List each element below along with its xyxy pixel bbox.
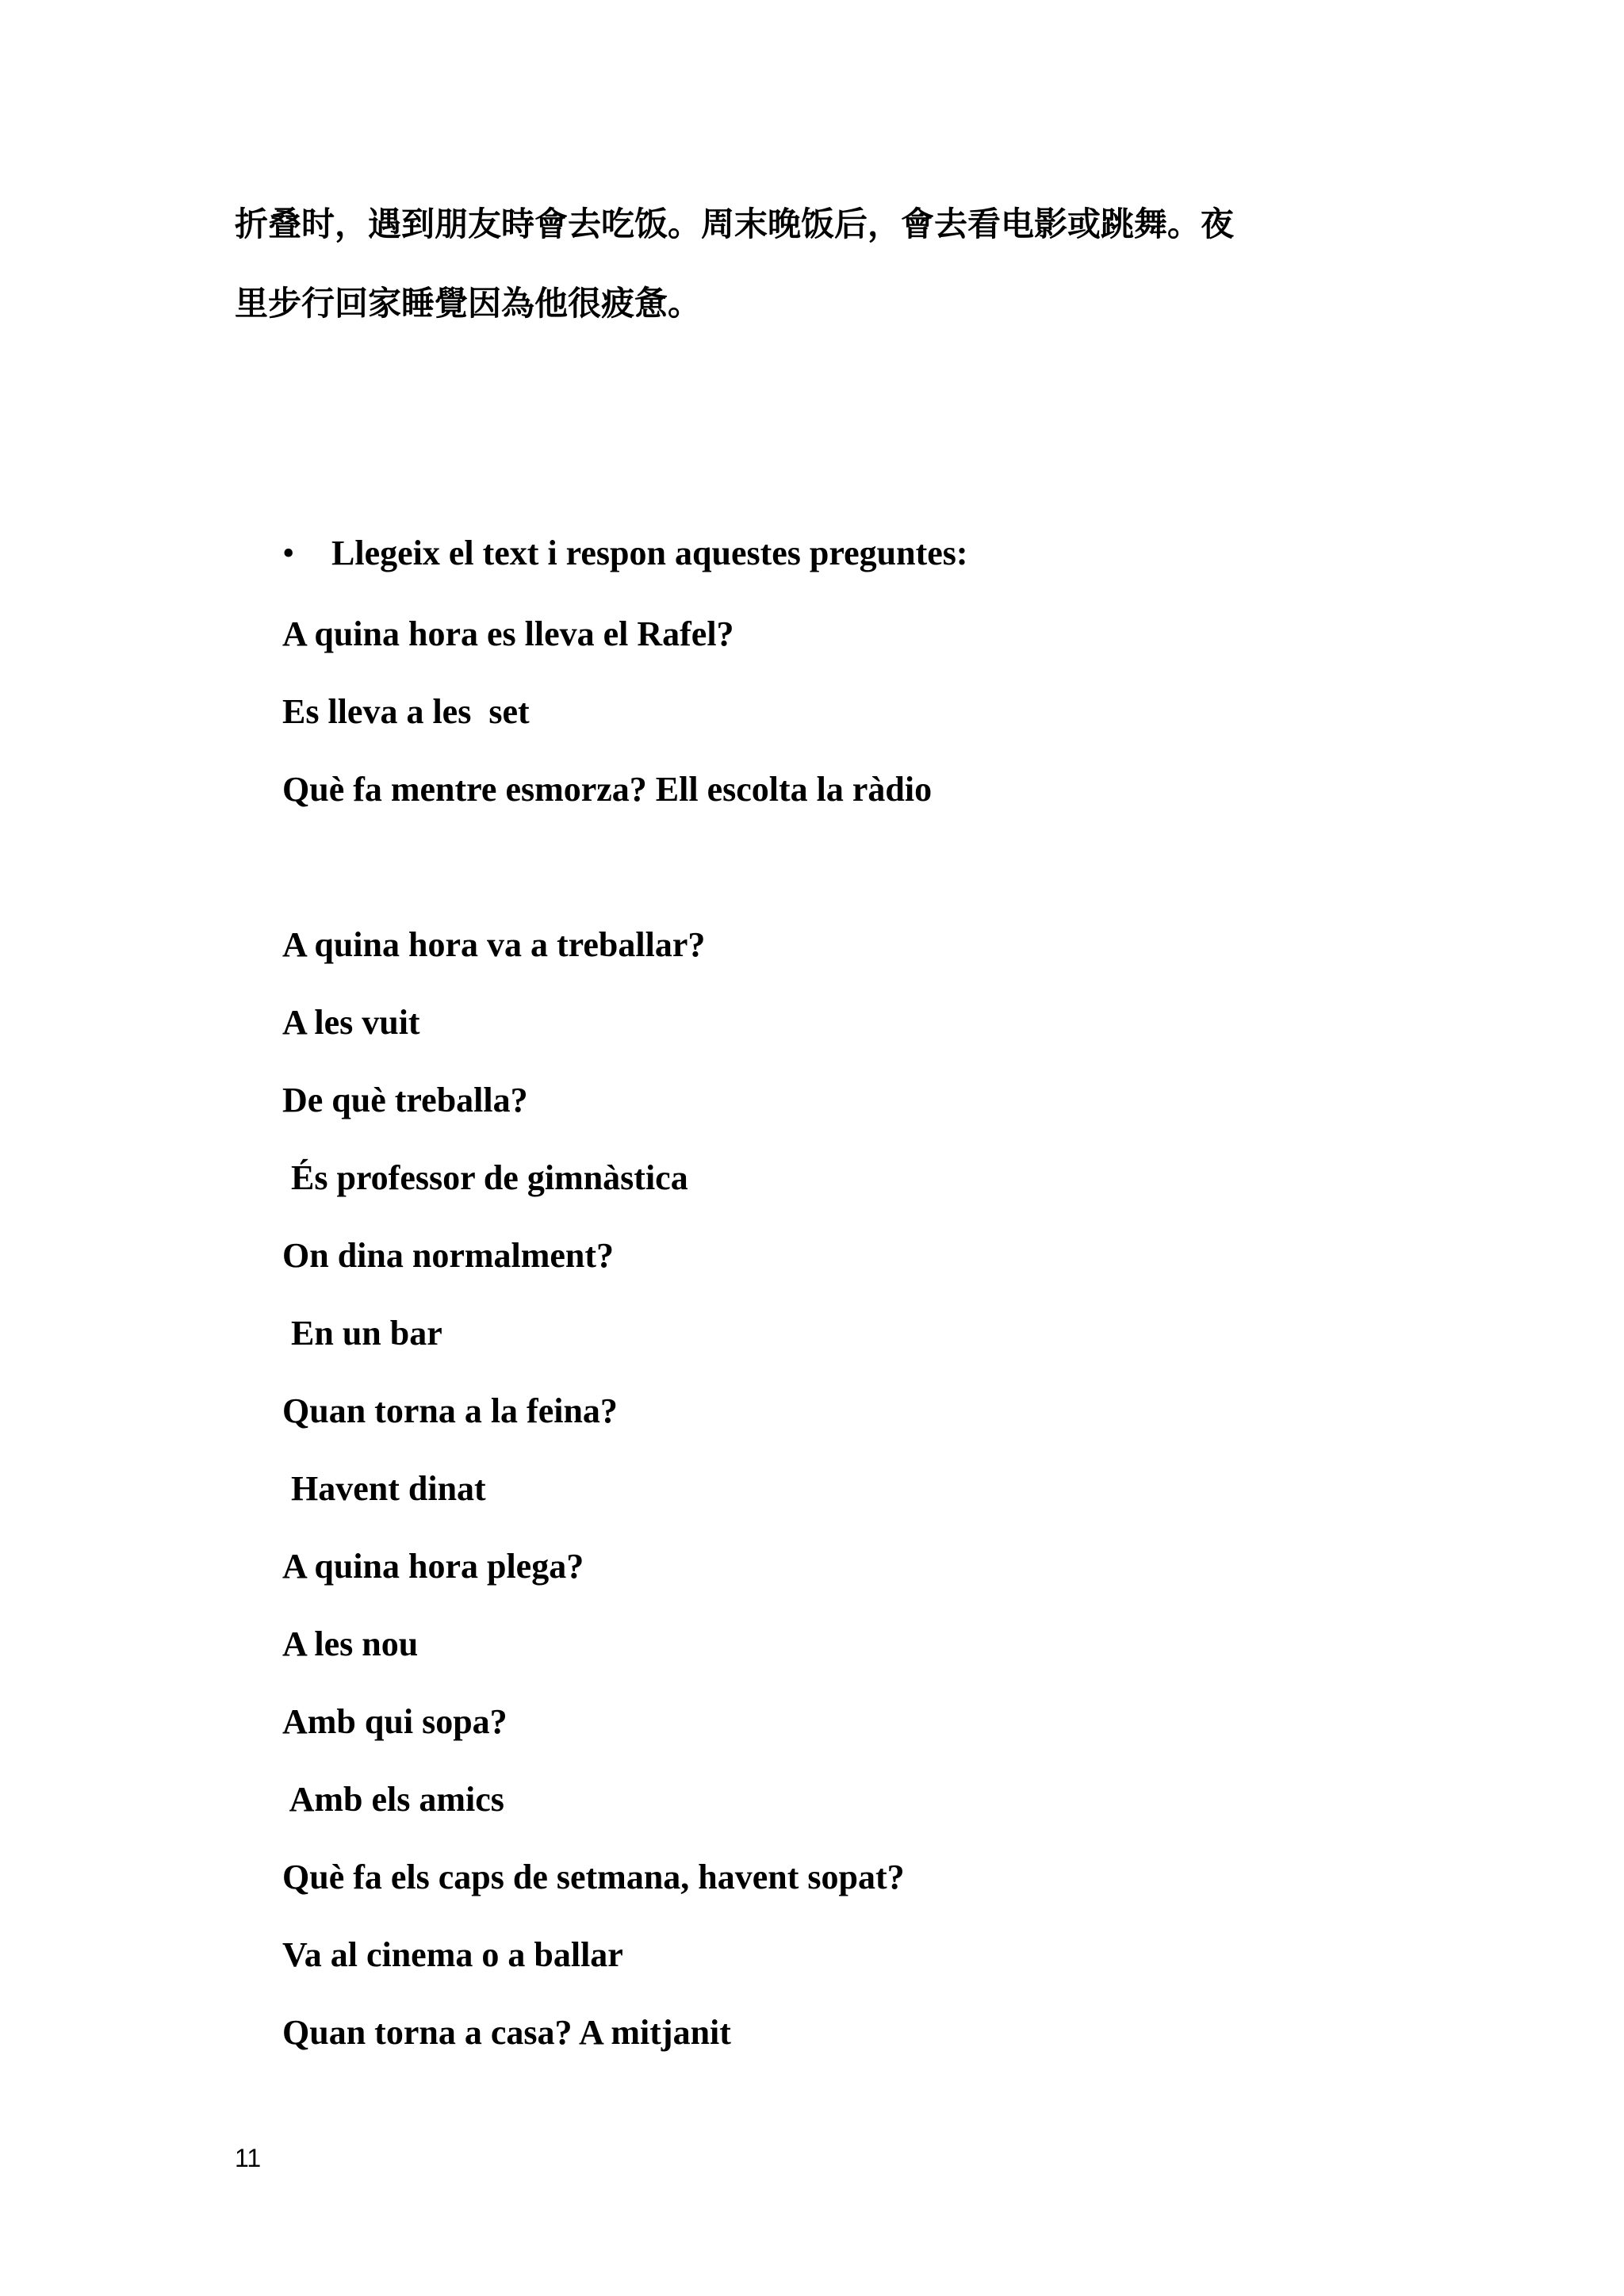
answer-line: Va al cinema o a ballar: [282, 1935, 623, 1974]
answer-line: En un bar: [282, 1314, 442, 1353]
question-line: On dina normalment?: [282, 1236, 615, 1275]
answer-line: A les vuit: [282, 1003, 420, 1042]
answer-line: Amb els amics: [282, 1780, 504, 1819]
question-line: Quan torna a la feina?: [282, 1391, 618, 1430]
question-line: A quina hora es lleva el Rafel?: [282, 614, 734, 653]
exercise-instruction: [282, 533, 968, 573]
paragraph-line-2: 里步行回家睡覺因為他很疲惫。: [235, 284, 702, 323]
page-number: 11: [235, 2144, 262, 2172]
question-line: De què treballa?: [282, 1081, 528, 1119]
question-answer-line: Què fa mentre esmorza? Ell escolta la ràdio: [282, 770, 933, 809]
question-line: A quina hora va a treballar?: [282, 925, 706, 964]
answer-line: Es lleva a les set: [282, 692, 530, 731]
answer-line: Havent dinat: [282, 1469, 486, 1508]
question-line: A quina hora plega?: [282, 1547, 584, 1586]
paragraph-line-1: 折叠时，遇到朋友時會去吃饭。周末晚饭后，會去看电影或跳舞。夜: [235, 205, 1235, 243]
question-line: Què fa els caps de setmana, havent sopat?: [282, 1858, 905, 1896]
answer-line: A les nou: [282, 1624, 419, 1663]
question-answer-line: Quan torna a casa? A mitjanit: [282, 2013, 731, 2052]
instruction-text: Llegeix el text i respon aquestes preguntes:: [331, 534, 968, 572]
bullet-icon: •: [282, 534, 295, 572]
question-line: Amb qui sopa?: [282, 1702, 508, 1741]
answer-line: És professor de gimnàstica: [282, 1158, 688, 1197]
